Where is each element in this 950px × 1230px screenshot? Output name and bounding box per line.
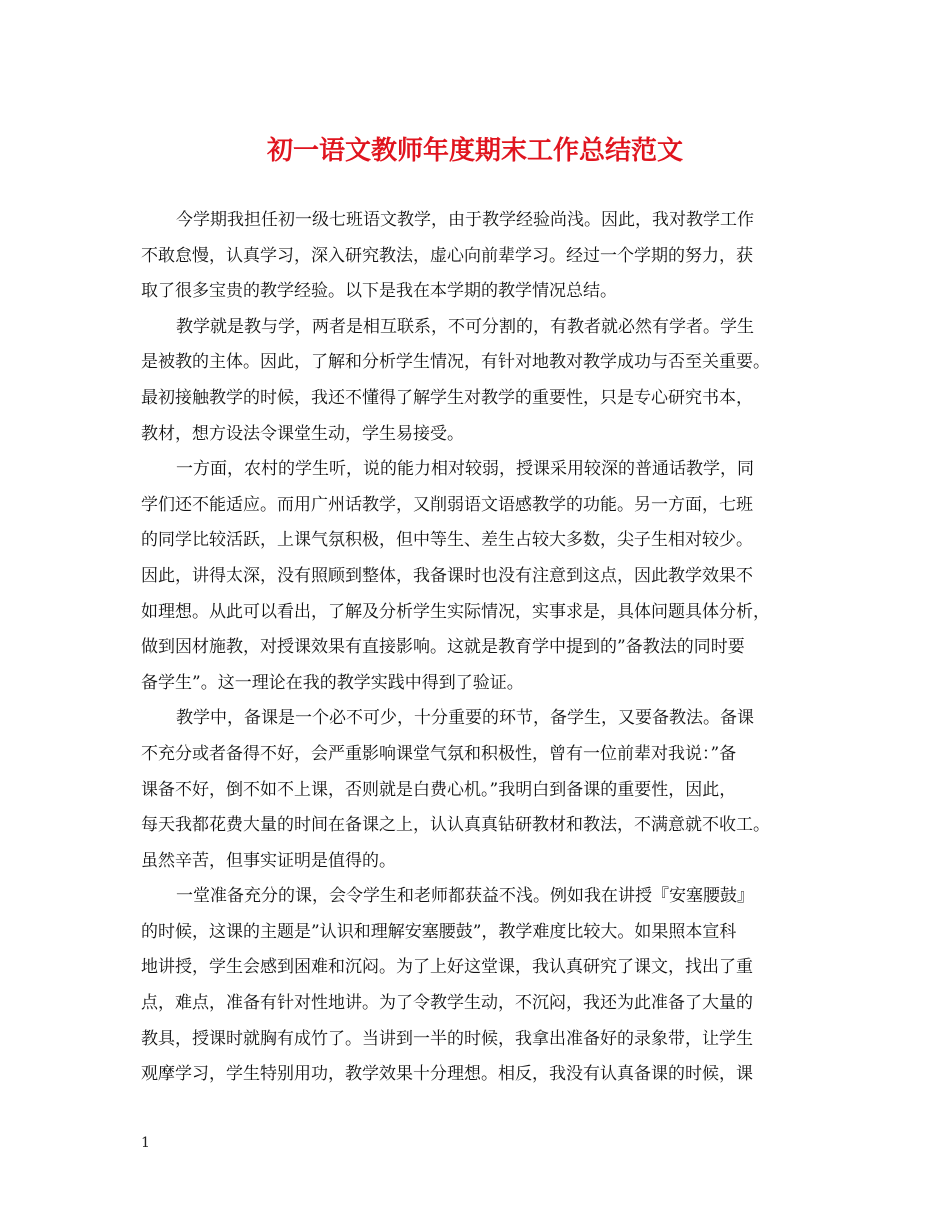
text-line: 的时候，这课的主题是”认识和理解安塞腰鼓”，教学难度比较大。如果照本宣科 <box>141 921 737 942</box>
text-line: 如理想。从此可以看出，了解及分析学生实际情况，实事求是，具体问题具体分析， <box>141 601 770 622</box>
text-line: 的同学比较活跃，上课气氛积极，但中等生、差生占较大多数，尖子生相对较少。 <box>141 530 753 551</box>
text-line: 因此，讲得太深，没有照顾到整体，我备课时也没有注意到这点，因此教学效果不 <box>141 565 753 586</box>
page-number: 1 <box>141 1135 150 1151</box>
text-line: 不敢怠慢，认真学习，深入研究教法，虚心向前辈学习。经过一个学期的努力，获 <box>141 245 753 266</box>
text-line: 观摩学习，学生特别用功，教学效果十分理想。相反，我没有认真备课的时候，课 <box>141 1064 753 1085</box>
text-line: 取了很多宝贵的教学经验。以下是我在本学期的教学情况总结。 <box>141 281 617 302</box>
text-line: 点，难点，准备有针对性地讲。为了令教学生动，不沉闷，我还为此准备了大量的 <box>141 993 753 1014</box>
text-line: 地讲授，学生会感到困难和沉闷。为了上好这堂课，我认真研究了课文，找出了重 <box>141 957 753 978</box>
text-line: 一方面，农村的学生听，说的能力相对较弱，授课采用较深的普通话教学，同 <box>176 459 754 480</box>
text-line: 教学中，备课是一个必不可少，十分重要的环节，备学生，又要备教法。备课 <box>176 708 754 729</box>
text-line: 教学就是教与学，两者是相互联系，不可分割的，有教者就必然有学者。学生 <box>176 316 754 337</box>
text-line: 最初接触教学的时候，我还不懂得了解学生对教学的重要性，只是专心研究书本， <box>141 387 753 408</box>
text-line: 学们还不能适应。而用广州话教学，又削弱语文语感教学的功能。另一方面，七班 <box>141 494 753 515</box>
text-line: 做到因材施教，对授课效果有直接影响。这就是教育学中提到的”备教法的同时要 <box>141 637 745 658</box>
text-line: 教具，授课时就胸有成竹了。当讲到一半的时候，我拿出准备好的录象带，让学生 <box>141 1028 753 1049</box>
document-body <box>141 203 813 1093</box>
document-title: 初一语文教师年度期末工作总结范文 <box>266 136 683 166</box>
text-line: 一堂准备充分的课，会令学生和老师都获益不浅。例如我在讲授『安塞腰鼓』 <box>176 886 754 907</box>
text-line: 今学期我担任初一级七班语文教学，由于教学经验尚浅。因此，我对教学工作 <box>176 210 754 230</box>
text-line: 教材，想方设法令课堂生动，学生易接受。 <box>141 423 464 444</box>
text-line: 每天我都花费大量的时间在备课之上，认认真真钻研教材和教法，不满意就不收工。 <box>141 815 770 836</box>
text-line: 课备不好，倒不如不上课，否则就是白费心机。”我明白到备课的重要性，因此， <box>141 779 737 800</box>
text-line: 不充分或者备得不好，会严重影响课堂气氛和积极性，曾有一位前辈对我说：”备 <box>141 743 737 764</box>
text-line: 是被教的主体。因此，了解和分析学生情况，有针对地教对教学成功与否至关重要。 <box>141 352 770 373</box>
text-line: 虽然辛苦，但事实证明是值得的。 <box>141 850 396 871</box>
text-line: 备学生”。这一理论在我的教学实践中得到了验证。 <box>141 672 524 693</box>
